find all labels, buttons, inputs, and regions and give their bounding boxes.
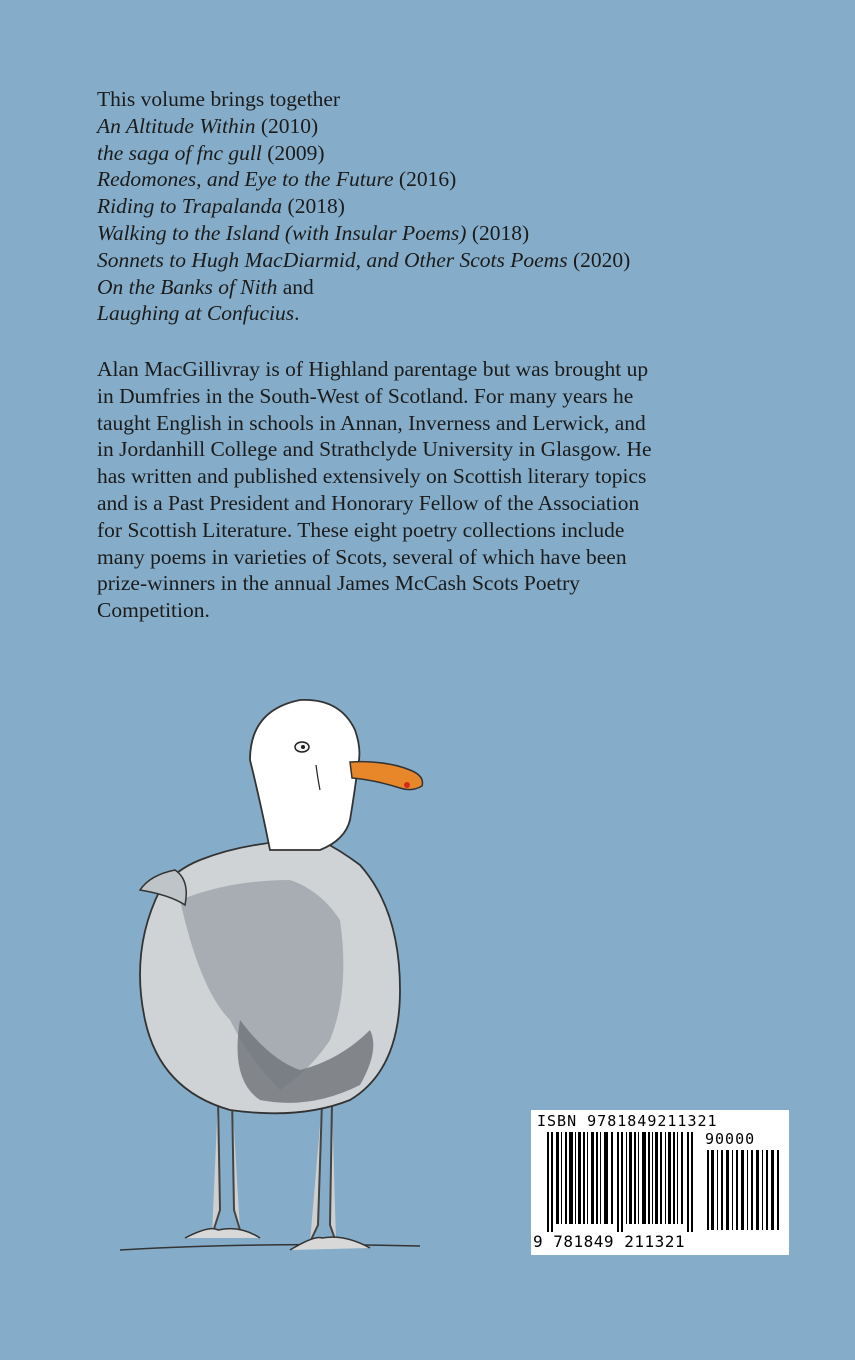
barcode-addon-bars-icon <box>707 1150 783 1230</box>
book-year: (2010) <box>255 113 319 138</box>
herring-gull-icon <box>100 690 460 1270</box>
book-year: (2018) <box>282 194 345 219</box>
book-entry <box>97 193 777 220</box>
book-year: . <box>294 301 300 326</box>
book-entry <box>97 220 777 247</box>
book-entry <box>97 300 777 327</box>
bio-line: in Jordanhill College and Strathclyde University in Glasgow. He <box>97 437 652 462</box>
bio-line: has written and published extensively on Scottish literary topics <box>97 464 647 489</box>
bio-line: in Dumfries in the South-West of Scotland. For many years he <box>97 383 634 408</box>
bio-line: Competition. <box>97 598 210 623</box>
book-entry <box>97 113 777 140</box>
book-entry <box>97 247 777 274</box>
bio-line: and is a Past President and Honorary Fellow of the Association <box>97 490 640 515</box>
book-year: (2009) <box>261 140 325 165</box>
isbn-barcode <box>531 1110 789 1255</box>
collection-list <box>97 86 777 327</box>
bio-line: taught English in schools in Annan, Inverness and Lerwick, and <box>97 410 646 435</box>
intro-line: This volume brings together <box>97 87 341 111</box>
book-title: On the Banks of Nith <box>97 274 278 299</box>
book-title: Laughing at Confucius <box>97 301 295 326</box>
book-title: Walking to the Island (with Insular Poems) <box>97 220 467 245</box>
bio-line: prize-winners in the annual James McCash Scots Poetry <box>97 571 581 596</box>
barcode-digits: 9 781849 211321 <box>533 1232 685 1251</box>
book-entry <box>97 140 777 167</box>
book-title: the saga of fnc gull <box>97 140 262 165</box>
book-title: An Altitude Within <box>97 113 256 138</box>
author-bio <box>97 356 757 624</box>
bio-line: many poems in varieties of Scots, several of which have been <box>97 544 627 569</box>
isbn-label: ISBN 9781849211321 <box>537 1112 718 1130</box>
book-title: Redomones, and Eye to the Future <box>97 167 394 192</box>
barcode-addon-digits: 90000 <box>705 1130 756 1148</box>
book-entry <box>97 166 777 193</box>
bio-line: for Scottish Literature. These eight poetry collections include <box>97 517 625 542</box>
book-year: (2018) <box>466 220 530 245</box>
book-title: Riding to Trapalanda <box>97 194 283 219</box>
book-year: and <box>277 274 314 299</box>
barcode-bars-icon <box>547 1132 697 1232</box>
book-entry <box>97 274 777 301</box>
bio-line: Alan MacGillivray is of Highland parentage but was brought up <box>97 357 649 381</box>
book-year: (2016) <box>393 167 457 192</box>
book-title: Sonnets to Hugh MacDiarmid, and Other Scots Poems <box>97 247 568 272</box>
book-year: (2020) <box>567 247 631 272</box>
